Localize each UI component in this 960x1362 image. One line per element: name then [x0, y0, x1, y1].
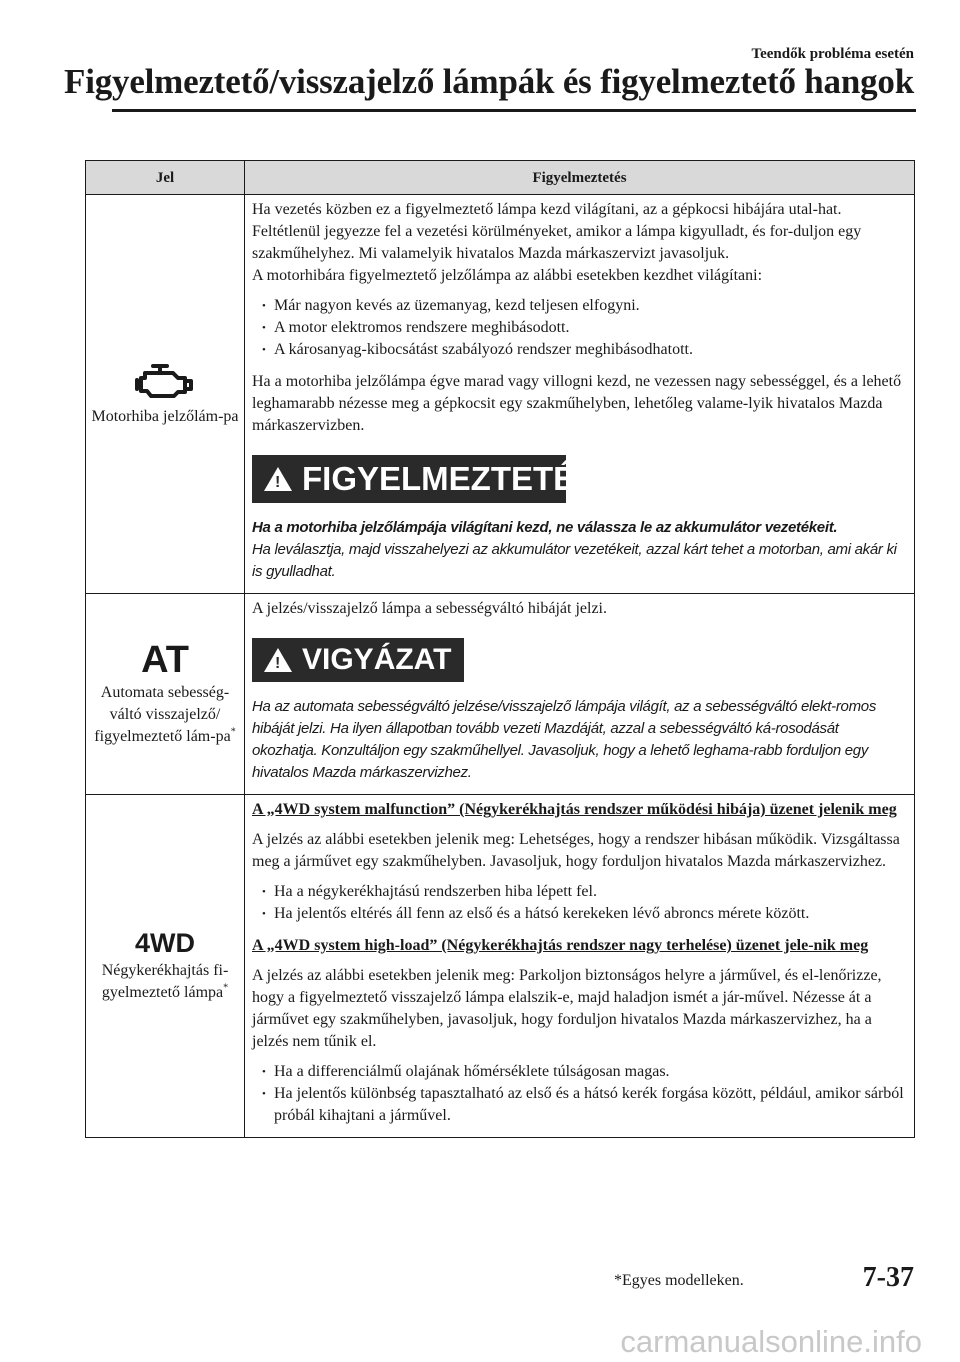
- list-item: • Ha jelentős különbség tapasztalható az első és a hátsó kerék forgása között, például, amikor sárból próbál kihajtani a járművel.: [252, 1083, 906, 1127]
- paragraph: Ha vezetés közben ez a figyelmeztető lámpa kezd világítani, az a gépkocsi hibájára utal-hat. Feltétlenül jegyezze fel a vezetési körülményeket, amikor a lámpa kigyulladt, és for-duljon egy szakműhelyhez. Mi valamelyik hivatalos Mazda márkaszervizt javasoljuk.: [252, 201, 862, 262]
- engine-icon: [135, 360, 195, 402]
- footnote-mark: *: [223, 982, 229, 994]
- symbol-cell: [86, 795, 245, 1138]
- footnote: *Egyes modelleken.: [614, 1272, 744, 1289]
- list-item: • A motor elektromos rendszere meghibásodott.: [252, 317, 906, 339]
- page-title: Figyelmeztető/visszajelző lámpák és figyelmeztető hangok: [64, 62, 914, 101]
- warning-note-bold: Ha a motorhiba jelzőlámpája világítani kezd, ne válassza le az akkumulátor vezetékeit.: [252, 519, 838, 536]
- column-header-symbol: Jel: [86, 161, 245, 195]
- list-item: • Ha jelentős eltérés áll fenn az első és a hátsó kerekeken lévő abroncs mérete között.: [252, 903, 906, 925]
- list-item: • Ha a négykerékhajtású rendszerben hiba lépett fel.: [252, 881, 906, 903]
- paragraph: A jelzés az alábbi esetekben jelenik meg: Lehetséges, hogy a rendszer hibásan működik. Vizsgáltassa meg a járművet egy szakműhelyben. Javasoljuk, hogy forduljon hivatalos Mazda márkaszervizhez.: [252, 831, 900, 870]
- warning-note-text: Ha leválasztja, majd visszahelyezi az akkumulátor vezetékeit, azzal kárt tehet a motorban, ami akár ki is gyulladhat.: [252, 541, 897, 580]
- paragraph: A jelzés az alábbi esetekben jelenik meg: Parkoljon biztonságos helyre a járművel, és el-lenőrizze, hogy a figyelmeztető visszajelző lámpa elalszik-e, majd haladjon ismét a jár-művel. Nézesse át a járművet egy szakműhelyben, javasoljuk, hogy forduljon hivatalos Mazda márkaszervizhez, ha a jelzés nem tűnik el.: [252, 967, 882, 1050]
- footnote-mark: *: [230, 726, 236, 738]
- table-header-row: [86, 161, 915, 195]
- 4wd-symbol-icon: 4WD: [135, 928, 195, 958]
- warning-badge: [252, 455, 598, 503]
- symbol-label: Motorhiba jelzőlám-pa: [91, 408, 239, 425]
- description-cell: [245, 195, 915, 594]
- paragraph: A motorhibára figyelmeztető jelzőlámpa az alábbi esetekben kezdhet világítani:: [252, 267, 763, 284]
- table-row: [86, 795, 915, 1138]
- header-rule: [112, 109, 916, 112]
- table-row: [86, 195, 915, 594]
- bullet-list: [252, 295, 906, 361]
- warning-table: [85, 160, 915, 1138]
- section-title: Teendők probléma esetén: [751, 46, 914, 62]
- symbol-cell: [86, 594, 245, 795]
- page-number: 7-37: [862, 1262, 914, 1293]
- paragraph: A jelzés/visszajelző lámpa a sebességváltó hibáját jelzi.: [252, 600, 607, 617]
- symbol-cell: [86, 195, 245, 594]
- caution-note: Ha az automata sebességváltó jelzése/visszajelző lámpája világít, az a sebességváltó elekt-romos hibáját jelzi. Ha ilyen állapotban tovább vezeti Mazdáját, azzal a sebességváltó ká-rosodását okozhatja. Konzultáljon egy szakműhellyel. Javasoljuk, hogy a lehető leghama-rabb forduljon egy hivatalos Mazda márkaszervizhez.: [252, 698, 877, 781]
- at-symbol-icon: AT: [141, 639, 189, 681]
- paragraph: Ha a motorhiba jelzőlámpa égve marad vagy villogni kezd, ne vezessen nagy sebességgel, és a lehető leghamarabb nézesse meg a gépkocsit egy szakműhelyben, lehetőleg valame-lyik hivatalos Mazda márkaszervizben.: [252, 373, 902, 434]
- alert-triangle-icon: [264, 648, 292, 672]
- list-item: • A károsanyag-kibocsátást szabályozó rendszer meghibásodhatott.: [252, 339, 906, 361]
- column-header-warning: Figyelmeztetés: [245, 161, 915, 195]
- list-item: • Már nagyon kevés az üzemanyag, kezd teljesen elfogyni.: [252, 295, 906, 317]
- symbol-label: Négykerékhajtás fi-gyelmeztető lámpa*: [101, 962, 229, 1001]
- bullet-list: [252, 881, 906, 925]
- description-cell: [245, 594, 915, 795]
- warning-badge-label: FIGYELMEZTETÉS: [302, 460, 598, 497]
- caution-badge: [252, 638, 464, 682]
- warning-note: [252, 517, 906, 583]
- caution-badge-label: VIGYÁZAT: [302, 643, 452, 676]
- alert-triangle-icon: [264, 467, 292, 491]
- subheading: A „4WD system malfunction” (Négykerékhajtás rendszer működési hibája) üzenet jelenik meg: [252, 801, 897, 818]
- table-row: [86, 594, 915, 795]
- watermark: carmanualsonline.info: [620, 1324, 922, 1359]
- symbol-label: Automata sebesség-váltó visszajelző/ figyelmeztető lám-pa*: [94, 684, 236, 745]
- description-cell: [245, 795, 915, 1138]
- list-item: • Ha a differenciálmű olajának hőmérséklete túlságosan magas.: [252, 1061, 906, 1083]
- subheading: A „4WD system high-load” (Négykerékhajtás rendszer nagy terhelése) üzenet jele-nik meg: [252, 937, 869, 954]
- bullet-list: [252, 1061, 906, 1127]
